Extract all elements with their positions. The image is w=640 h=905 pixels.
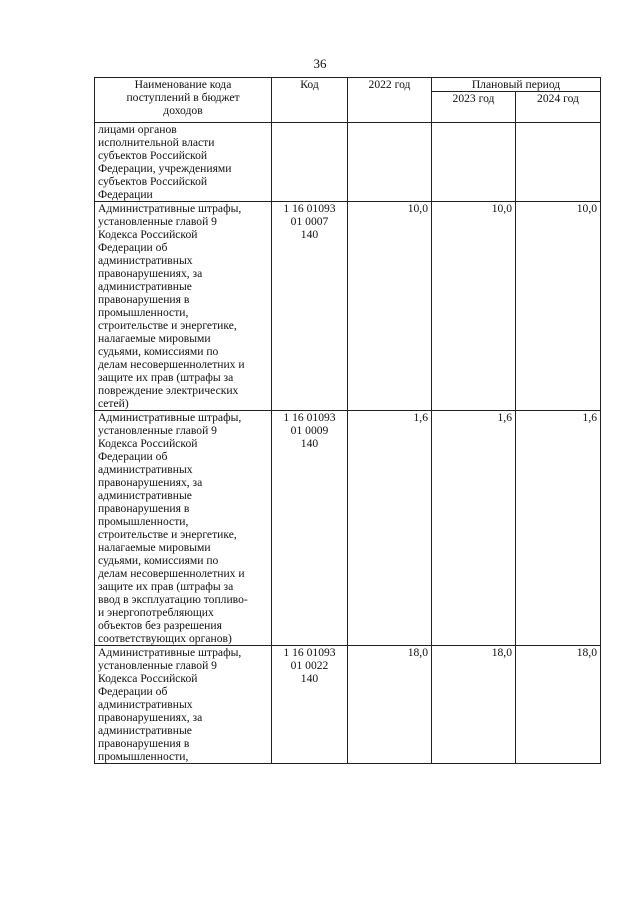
revenue-name-line: исполнительной власти [98, 136, 215, 149]
header-row-top [95, 78, 601, 92]
header-name-line: поступлений в бюджет [126, 91, 240, 104]
revenue-name-line: строительстве и энергетике, [98, 319, 237, 332]
revenue-name-line: делам несовершеннолетних и [98, 358, 245, 371]
revenue-name-line: субъектов Российской [98, 175, 208, 188]
header-code: Код [272, 78, 348, 123]
table-row [95, 202, 601, 411]
revenue-code-cell [272, 646, 348, 764]
revenue-name-line: налагаемые мировыми [98, 541, 211, 554]
amount-2023-cell [432, 123, 516, 202]
revenue-code-cell [272, 123, 348, 202]
revenue-name-line: Административные штрафы, [98, 646, 242, 659]
revenue-name-line: Федерации об [98, 241, 168, 254]
revenue-name-line: делам несовершеннолетних и [98, 567, 245, 580]
revenue-name-line: промышленности, [98, 306, 189, 319]
revenue-name-line: правонарушениях, за [98, 267, 203, 280]
revenue-code-line: 1 16 01093 [283, 646, 336, 659]
revenue-name-line: Федерации об [98, 685, 168, 698]
amount-2023-cell: 18,0 [432, 646, 516, 764]
amount-2022-cell: 1,6 [348, 411, 432, 646]
revenue-name-line: административные [98, 280, 192, 293]
revenue-name-line: административных [98, 254, 193, 267]
revenue-code-line: 01 0009 [290, 424, 329, 437]
revenue-code-line: 1 16 01093 [283, 202, 336, 215]
revenue-name-line: повреждение электрических [98, 384, 239, 397]
header-name-line: доходов [163, 104, 203, 117]
amount-2024-cell: 18,0 [516, 646, 601, 764]
revenue-code-line: 01 0022 [290, 659, 329, 672]
header-planning-period: Плановый период [432, 78, 601, 92]
amount-2022-cell [348, 123, 432, 202]
revenue-name-line: сетей) [98, 397, 129, 410]
revenue-name-line: ввод в эксплуатацию топливо- [98, 593, 248, 606]
revenue-name-line: Кодекса Российской [98, 228, 198, 241]
amount-2024-cell [516, 123, 601, 202]
revenue-name-cell [95, 646, 272, 764]
header-2023: 2023 год [432, 92, 516, 123]
revenue-name-line: налагаемые мировыми [98, 332, 211, 345]
revenue-name-line: установленные главой 9 [98, 659, 217, 672]
table-row [95, 411, 601, 646]
revenue-name-cell [95, 123, 272, 202]
revenue-code-cell [272, 202, 348, 411]
revenue-name-line: судьями, комиссиями по [98, 554, 219, 567]
revenue-name-line: Кодекса Российской [98, 437, 198, 450]
header-name-line: Наименование кода [134, 78, 232, 91]
revenue-code-cell [272, 411, 348, 646]
revenue-name-line: Федерации, учреждениями [98, 162, 232, 175]
revenue-name-line: Кодекса Российской [98, 672, 198, 685]
revenue-name-line: правонарушениях, за [98, 711, 203, 724]
revenue-name-line: административные [98, 724, 192, 737]
revenue-name-line: лицами органов [98, 123, 177, 136]
amount-2023-cell: 10,0 [432, 202, 516, 411]
table-row [95, 646, 601, 764]
revenue-name-line: Федерации [98, 188, 153, 201]
revenue-name-line: субъектов Российской [98, 149, 208, 162]
revenue-name-line: Административные штрафы, [98, 411, 242, 424]
header-2024: 2024 год [516, 92, 601, 123]
revenue-name-line: правонарушения в [98, 502, 190, 515]
revenue-name-line: установленные главой 9 [98, 215, 217, 228]
revenue-name-line: Административные штрафы, [98, 202, 242, 215]
amount-2022-cell: 10,0 [348, 202, 432, 411]
revenue-name-line: административные [98, 489, 192, 502]
revenue-name-line: промышленности, [98, 515, 189, 528]
revenue-code-line: 01 0007 [290, 215, 329, 228]
revenue-code-line: 140 [300, 672, 319, 685]
revenue-name-line: установленные главой 9 [98, 424, 217, 437]
revenue-code-line: 140 [300, 437, 319, 450]
page-number: 36 [313, 56, 327, 71]
revenue-name-line: и энергопотребляющих [98, 606, 214, 619]
revenue-name-line: судьями, комиссиями по [98, 345, 219, 358]
revenue-name-line: соответствующих органов) [98, 632, 232, 645]
table-row [95, 123, 601, 202]
amount-2024-cell: 10,0 [516, 202, 601, 411]
revenue-name-line: правонарушениях, за [98, 476, 203, 489]
revenue-name-line: защите их прав (штрафы за [98, 580, 234, 593]
revenue-name-line: правонарушения в [98, 737, 190, 750]
revenue-name-line: защите их прав (штрафы за [98, 371, 234, 384]
revenue-name-line: административных [98, 698, 193, 711]
revenue-code-line: 140 [300, 228, 319, 241]
revenue-name-cell [95, 202, 272, 411]
revenue-name-line: промышленности, [98, 750, 189, 763]
revenue-name-line: объектов без разрешения [98, 619, 222, 632]
revenue-name-line: правонарушения в [98, 293, 190, 306]
header-2022: 2022 год [348, 78, 432, 123]
revenue-name-line: Федерации об [98, 450, 168, 463]
revenue-table [94, 77, 601, 764]
amount-2022-cell: 18,0 [348, 646, 432, 764]
revenue-code-line: 1 16 01093 [283, 411, 336, 424]
revenue-name-line: административных [98, 463, 193, 476]
amount-2024-cell: 1,6 [516, 411, 601, 646]
amount-2023-cell: 1,6 [432, 411, 516, 646]
header-name [95, 78, 272, 123]
revenue-name-line: строительстве и энергетике, [98, 528, 237, 541]
revenue-name-cell [95, 411, 272, 646]
